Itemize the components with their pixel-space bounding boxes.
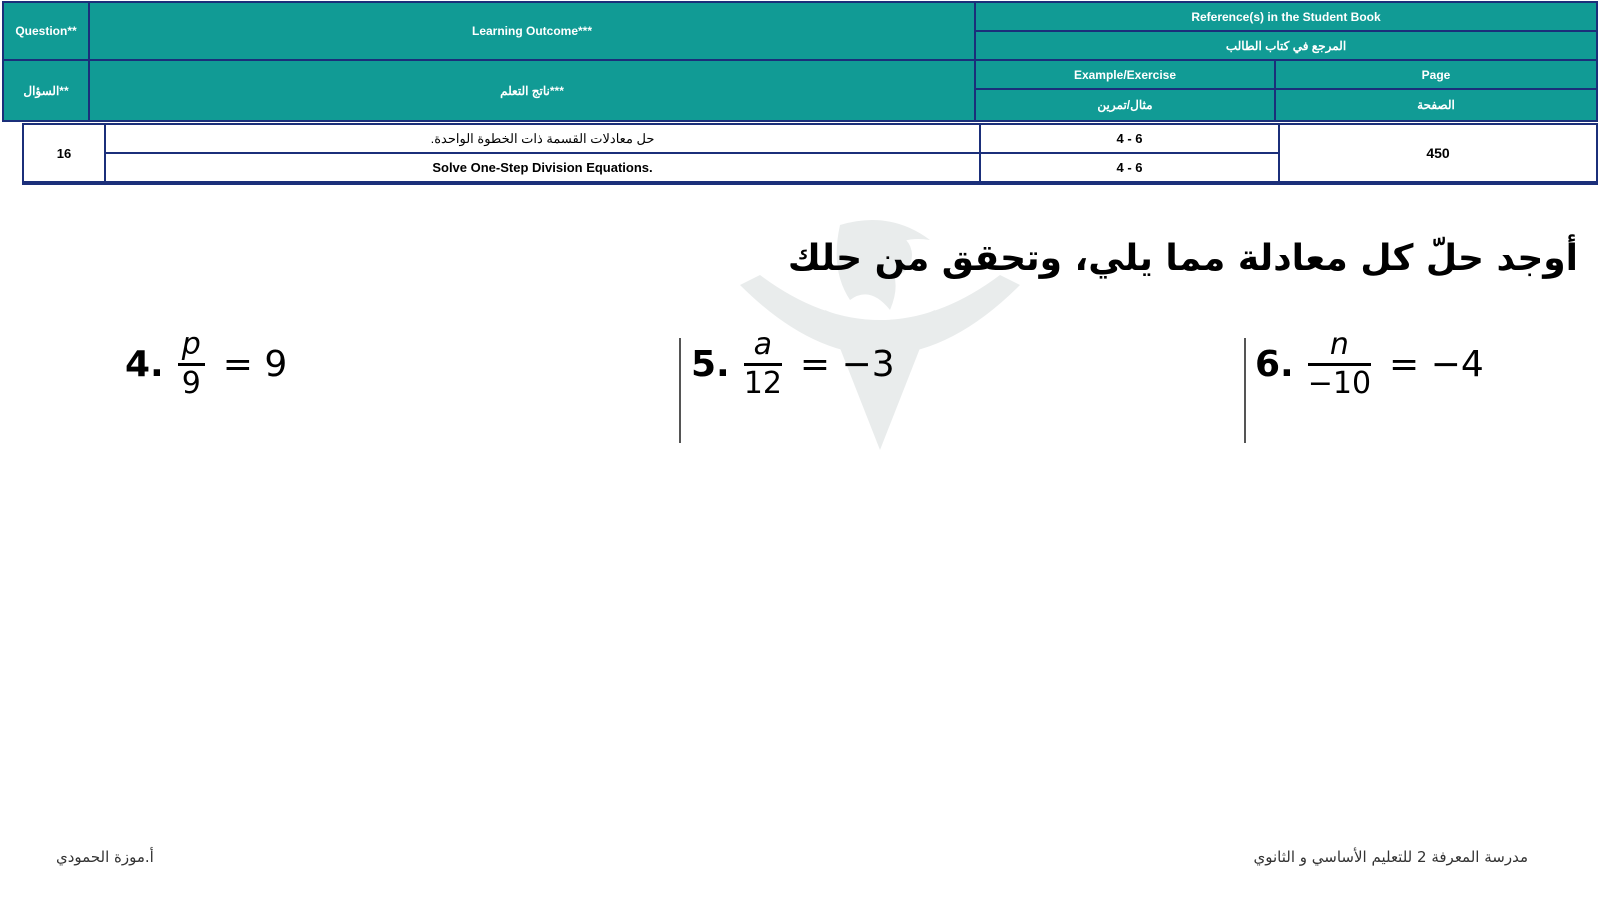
exercise-number: 6. [1255,344,1294,385]
denominator: 12 [743,366,782,401]
exercise-5 [691,327,895,401]
header-outcome-en: Learning Outcome*** [88,1,976,61]
header-question-ar: السؤال** [2,59,90,122]
numerator: n [1329,327,1349,362]
column-divider [679,338,681,443]
fraction [178,327,205,401]
denominator: 9 [181,366,201,401]
header-page-ar: الصفحة [1274,88,1598,122]
header-outcome-ar: ناتج التعلم*** [88,59,976,122]
right-hand-side: = −4 [1389,344,1484,385]
fraction [743,327,782,401]
outcome-english: Solve One-Step Division Equations. [432,160,653,175]
numerator: p [181,327,201,362]
exercise-range-1: 4 - 6 [1116,131,1143,146]
exercise-range-2: 4 - 6 [1116,160,1143,175]
exercise-number: 4. [125,344,164,385]
exercise-number: 5. [691,344,730,385]
right-hand-side: = −3 [799,344,895,385]
fraction [1307,327,1372,401]
instruction-text: أوجد حلّ كل معادلة مما يلي، وتحقق من حلك [787,238,1578,279]
header-reference-ar: المرجع في كتاب الطالب [974,30,1598,61]
footer-school: مدرسة المعرفة 2 للتعليم الأساسي و الثانوي [1253,848,1528,866]
right-hand-side: = 9 [222,344,288,385]
header-page-en: Page [1274,59,1598,90]
exercise-4 [125,327,288,401]
outcome-arabic: حل معادلات القسمة ذات الخطوة الواحدة. [430,130,655,146]
footer-teacher: أ.موزة الحمودي [56,848,154,866]
header-example-ar: مثال/تمرين [974,88,1276,122]
column-divider [1244,338,1246,443]
denominator: −10 [1307,366,1372,401]
exercise-6 [1255,327,1484,401]
outcome-table [22,123,1598,185]
header-table [2,1,1598,122]
numerator: a [753,327,773,362]
page-number: 450 [1426,145,1450,161]
question-number: 16 [56,145,72,161]
header-question-en: Question** [2,1,90,61]
header-reference-en: Reference(s) in the Student Book [974,1,1598,32]
header-example-en: Example/Exercise [974,59,1276,90]
